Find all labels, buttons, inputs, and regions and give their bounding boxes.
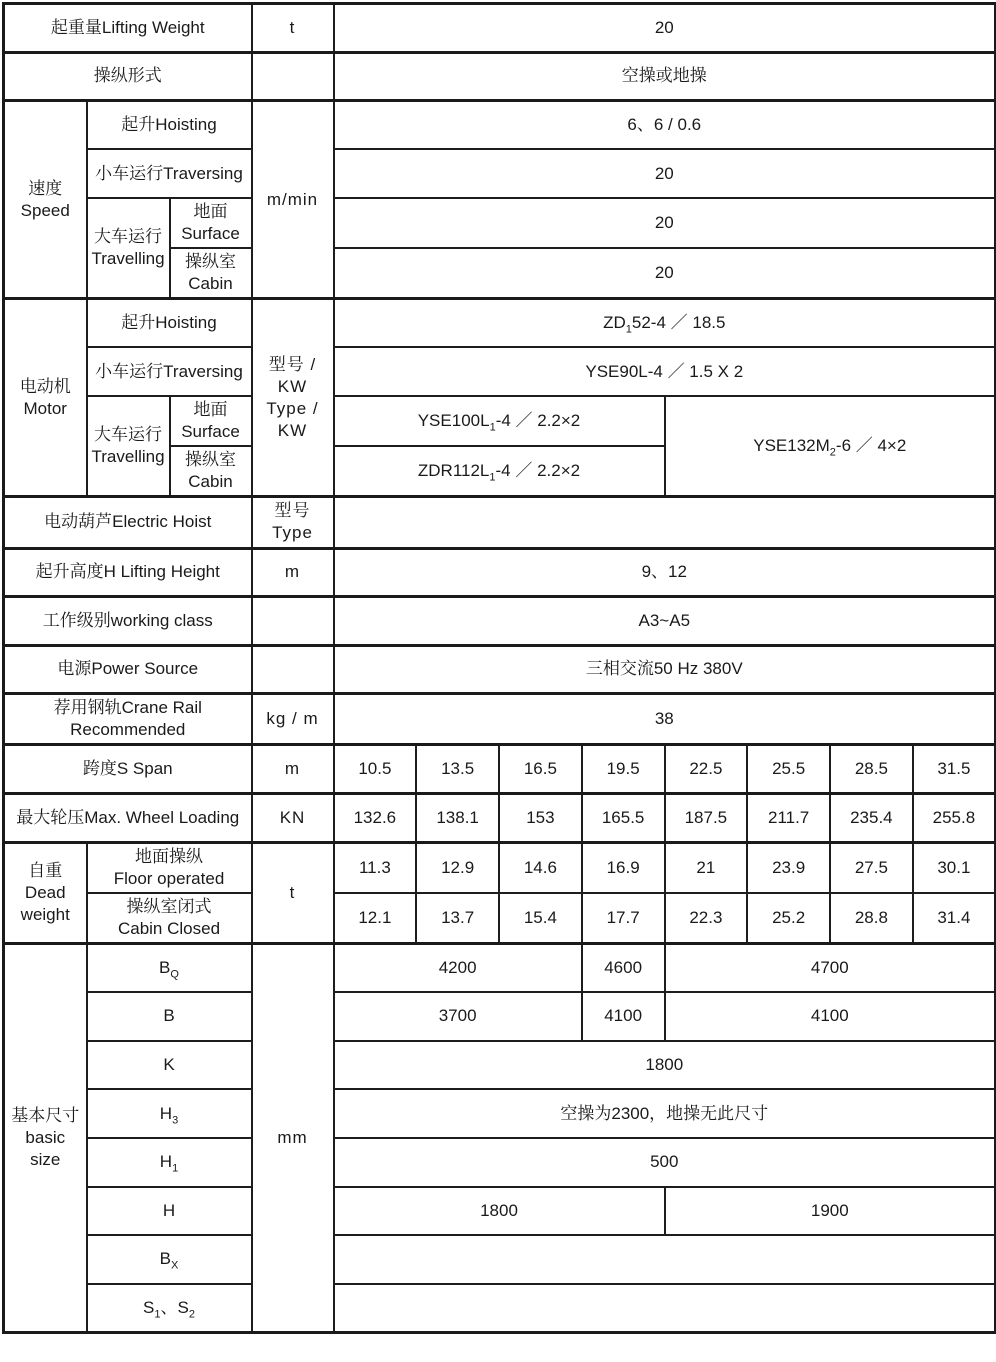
row-basic-size-b [4, 992, 996, 1041]
crane-rail-label: 荐用钢轨Crane Rail Recommended [4, 694, 252, 745]
span-value-5: 25.5 [747, 745, 830, 794]
wheel-loading-unit: KN [252, 794, 334, 843]
basic-size-h1-value: 500 [334, 1138, 996, 1187]
basic-size-h3-value: 空操为2300，地操无此尺寸 [334, 1089, 996, 1138]
speed-traversing-label: 小车运行Traversing [87, 149, 252, 198]
control-mode-label: 操纵形式 [4, 52, 252, 101]
row-basic-size-s12 [4, 1284, 996, 1333]
dead-weight-floor-value-3: 16.9 [582, 842, 665, 893]
row-basic-size-bq [4, 944, 996, 993]
electric-hoist-value [334, 497, 996, 548]
speed-group-label: 速度 Speed [4, 101, 87, 299]
speed-hoisting-label: 起升Hoisting [87, 101, 252, 150]
motor-cabin-value: $ZDR112L_1-4$ ／ 2.2×2 [334, 446, 665, 497]
crane-spec-table [2, 2, 996, 1334]
electric-hoist-unit: 型号 Type [252, 497, 334, 548]
basic-size-h-value-0: 1800 [334, 1187, 665, 1236]
crane-rail-value: 38 [334, 694, 996, 745]
power-source-value: 三相交流50 Hz 380V [334, 645, 996, 694]
dead-weight-floor-label: 地面操纵 Floor operated [87, 842, 252, 893]
basic-size-h-value-1: 1900 [665, 1187, 996, 1236]
span-value-7: 31.5 [913, 745, 996, 794]
working-class-unit [252, 597, 334, 646]
basic-size-bq-value-1: 4600 [582, 944, 665, 993]
wheel-loading-value-1: 138.1 [416, 794, 499, 843]
span-value-1: 13.5 [416, 745, 499, 794]
motor-surface-label: 地面 Surface [170, 396, 252, 446]
dead-weight-cabin-value-2: 15.4 [499, 893, 582, 944]
speed-cabin-label: 操纵室 Cabin [170, 248, 252, 299]
dead-weight-group-label: 自重 Dead weight [4, 842, 87, 943]
working-class-label: 工作级别working class [4, 597, 252, 646]
motor-travelling-label: 大车运行 Travelling [87, 396, 170, 497]
basic-size-bx-label: $B_X$ [87, 1235, 252, 1284]
power-source-label: 电源Power Source [4, 645, 252, 694]
speed-cabin-value: 20 [334, 248, 996, 299]
dead-weight-unit: t [252, 842, 334, 943]
span-value-2: 16.5 [499, 745, 582, 794]
row-span [4, 745, 996, 794]
row-speed-traversing [4, 149, 996, 198]
wheel-loading-value-4: 187.5 [665, 794, 748, 843]
basic-size-s12-label: $S_1$、$S_2$ [87, 1284, 252, 1333]
basic-size-h-label: H [87, 1187, 252, 1236]
dead-weight-cabin-value-4: 22.3 [665, 893, 748, 944]
basic-size-b-value-2: 4100 [665, 992, 996, 1041]
basic-size-bx-value [334, 1235, 996, 1284]
basic-size-bq-value-0: 4200 [334, 944, 582, 993]
dead-weight-cabin-value-0: 12.1 [334, 893, 417, 944]
row-lifting-height [4, 548, 996, 597]
wheel-loading-value-0: 132.6 [334, 794, 417, 843]
basic-size-h1-label: $H_1$ [87, 1138, 252, 1187]
dead-weight-cabin-value-6: 28.8 [830, 893, 913, 944]
motor-unit: 型号 / KW Type / KW [252, 299, 334, 497]
motor-cabin-label: 操纵室 Cabin [170, 446, 252, 497]
span-value-3: 19.5 [582, 745, 665, 794]
speed-unit: m/min [252, 101, 334, 299]
basic-size-h3-label: $H_3$ [87, 1089, 252, 1138]
speed-hoisting-value: 6、6 / 0.6 [334, 101, 996, 150]
motor-travelling-combined-value: $YSE132M_2-6$ ／ 4×2 [665, 396, 996, 497]
row-working-class [4, 597, 996, 646]
working-class-value: A3~A5 [334, 597, 996, 646]
row-motor-traversing [4, 347, 996, 396]
speed-surface-label: 地面 Surface [170, 198, 252, 248]
basic-size-unit: mm [252, 944, 334, 1333]
row-power-source [4, 645, 996, 694]
speed-traversing-value: 20 [334, 149, 996, 198]
motor-hoisting-value: $ZD_152-4$ ／ 18.5 [334, 299, 996, 348]
row-motor-travelling-surface [4, 396, 996, 446]
wheel-loading-value-6: 235.4 [830, 794, 913, 843]
dead-weight-cabin-value-7: 31.4 [913, 893, 996, 944]
row-electric-hoist [4, 497, 996, 548]
row-speed-travelling-surface [4, 198, 996, 248]
speed-travelling-label: 大车运行 Travelling [87, 198, 170, 299]
row-basic-size-bx [4, 1235, 996, 1284]
wheel-loading-value-5: 211.7 [747, 794, 830, 843]
basic-size-k-value: 1800 [334, 1041, 996, 1090]
dead-weight-floor-value-1: 12.9 [416, 842, 499, 893]
span-unit: m [252, 745, 334, 794]
lifting-height-unit: m [252, 548, 334, 597]
crane-rail-unit: kg / m [252, 694, 334, 745]
motor-group-label: 电动机 Motor [4, 299, 87, 497]
lifting-height-label: 起升高度H Lifting Height [4, 548, 252, 597]
power-source-unit [252, 645, 334, 694]
basic-size-b-value-0: 3700 [334, 992, 582, 1041]
control-mode-value: 空操或地操 [334, 52, 996, 101]
motor-surface-value: $YSE100L_1-4$ ／ 2.2×2 [334, 396, 665, 446]
motor-traversing-label: 小车运行Traversing [87, 347, 252, 396]
dead-weight-cabin-value-1: 13.7 [416, 893, 499, 944]
wheel-loading-value-7: 255.8 [913, 794, 996, 843]
row-basic-size-k [4, 1041, 996, 1090]
basic-size-b-value-1: 4100 [582, 992, 665, 1041]
dead-weight-cabin-value-5: 25.2 [747, 893, 830, 944]
row-crane-rail [4, 694, 996, 745]
row-basic-size-h3 [4, 1089, 996, 1138]
control-mode-unit [252, 52, 334, 101]
dead-weight-cabin-value-3: 17.7 [582, 893, 665, 944]
row-control-mode [4, 52, 996, 101]
basic-size-k-label: K [87, 1041, 252, 1090]
row-dead-weight-cabin [4, 893, 996, 944]
wheel-loading-value-2: 153 [499, 794, 582, 843]
dead-weight-floor-value-6: 27.5 [830, 842, 913, 893]
row-basic-size-h [4, 1187, 996, 1236]
basic-size-bq-label: $B_Q$ [87, 944, 252, 993]
electric-hoist-label: 电动葫芦Electric Hoist [4, 497, 252, 548]
basic-size-bq-value-2: 4700 [665, 944, 996, 993]
wheel-loading-label: 最大轮压Max. Wheel Loading [4, 794, 252, 843]
speed-surface-value: 20 [334, 198, 996, 248]
basic-size-group-label: 基本尺寸 basic size [4, 944, 87, 1333]
basic-size-b-label: B [87, 992, 252, 1041]
span-value-0: 10.5 [334, 745, 417, 794]
motor-hoisting-label: 起升Hoisting [87, 299, 252, 348]
lifting-weight-unit: t [252, 4, 334, 53]
span-value-6: 28.5 [830, 745, 913, 794]
motor-traversing-value: YSE90L-4 ／ 1.5 X 2 [334, 347, 996, 396]
wheel-loading-value-3: 165.5 [582, 794, 665, 843]
lifting-height-value: 9、12 [334, 548, 996, 597]
row-lifting-weight [4, 4, 996, 53]
dead-weight-floor-value-0: 11.3 [334, 842, 417, 893]
dead-weight-cabin-label: 操纵室闭式 Cabin Closed [87, 893, 252, 944]
lifting-weight-value: 20 [334, 4, 996, 53]
dead-weight-floor-value-5: 23.9 [747, 842, 830, 893]
row-wheel-loading [4, 794, 996, 843]
row-motor-hoisting [4, 299, 996, 348]
row-speed-hoisting [4, 101, 996, 150]
dead-weight-floor-value-4: 21 [665, 842, 748, 893]
span-value-4: 22.5 [665, 745, 748, 794]
row-basic-size-h1 [4, 1138, 996, 1187]
lifting-weight-label: 起重量Lifting Weight [4, 4, 252, 53]
basic-size-s12-value [334, 1284, 996, 1333]
dead-weight-floor-value-7: 30.1 [913, 842, 996, 893]
dead-weight-floor-value-2: 14.6 [499, 842, 582, 893]
span-label: 跨度S Span [4, 745, 252, 794]
row-dead-weight-floor [4, 842, 996, 893]
